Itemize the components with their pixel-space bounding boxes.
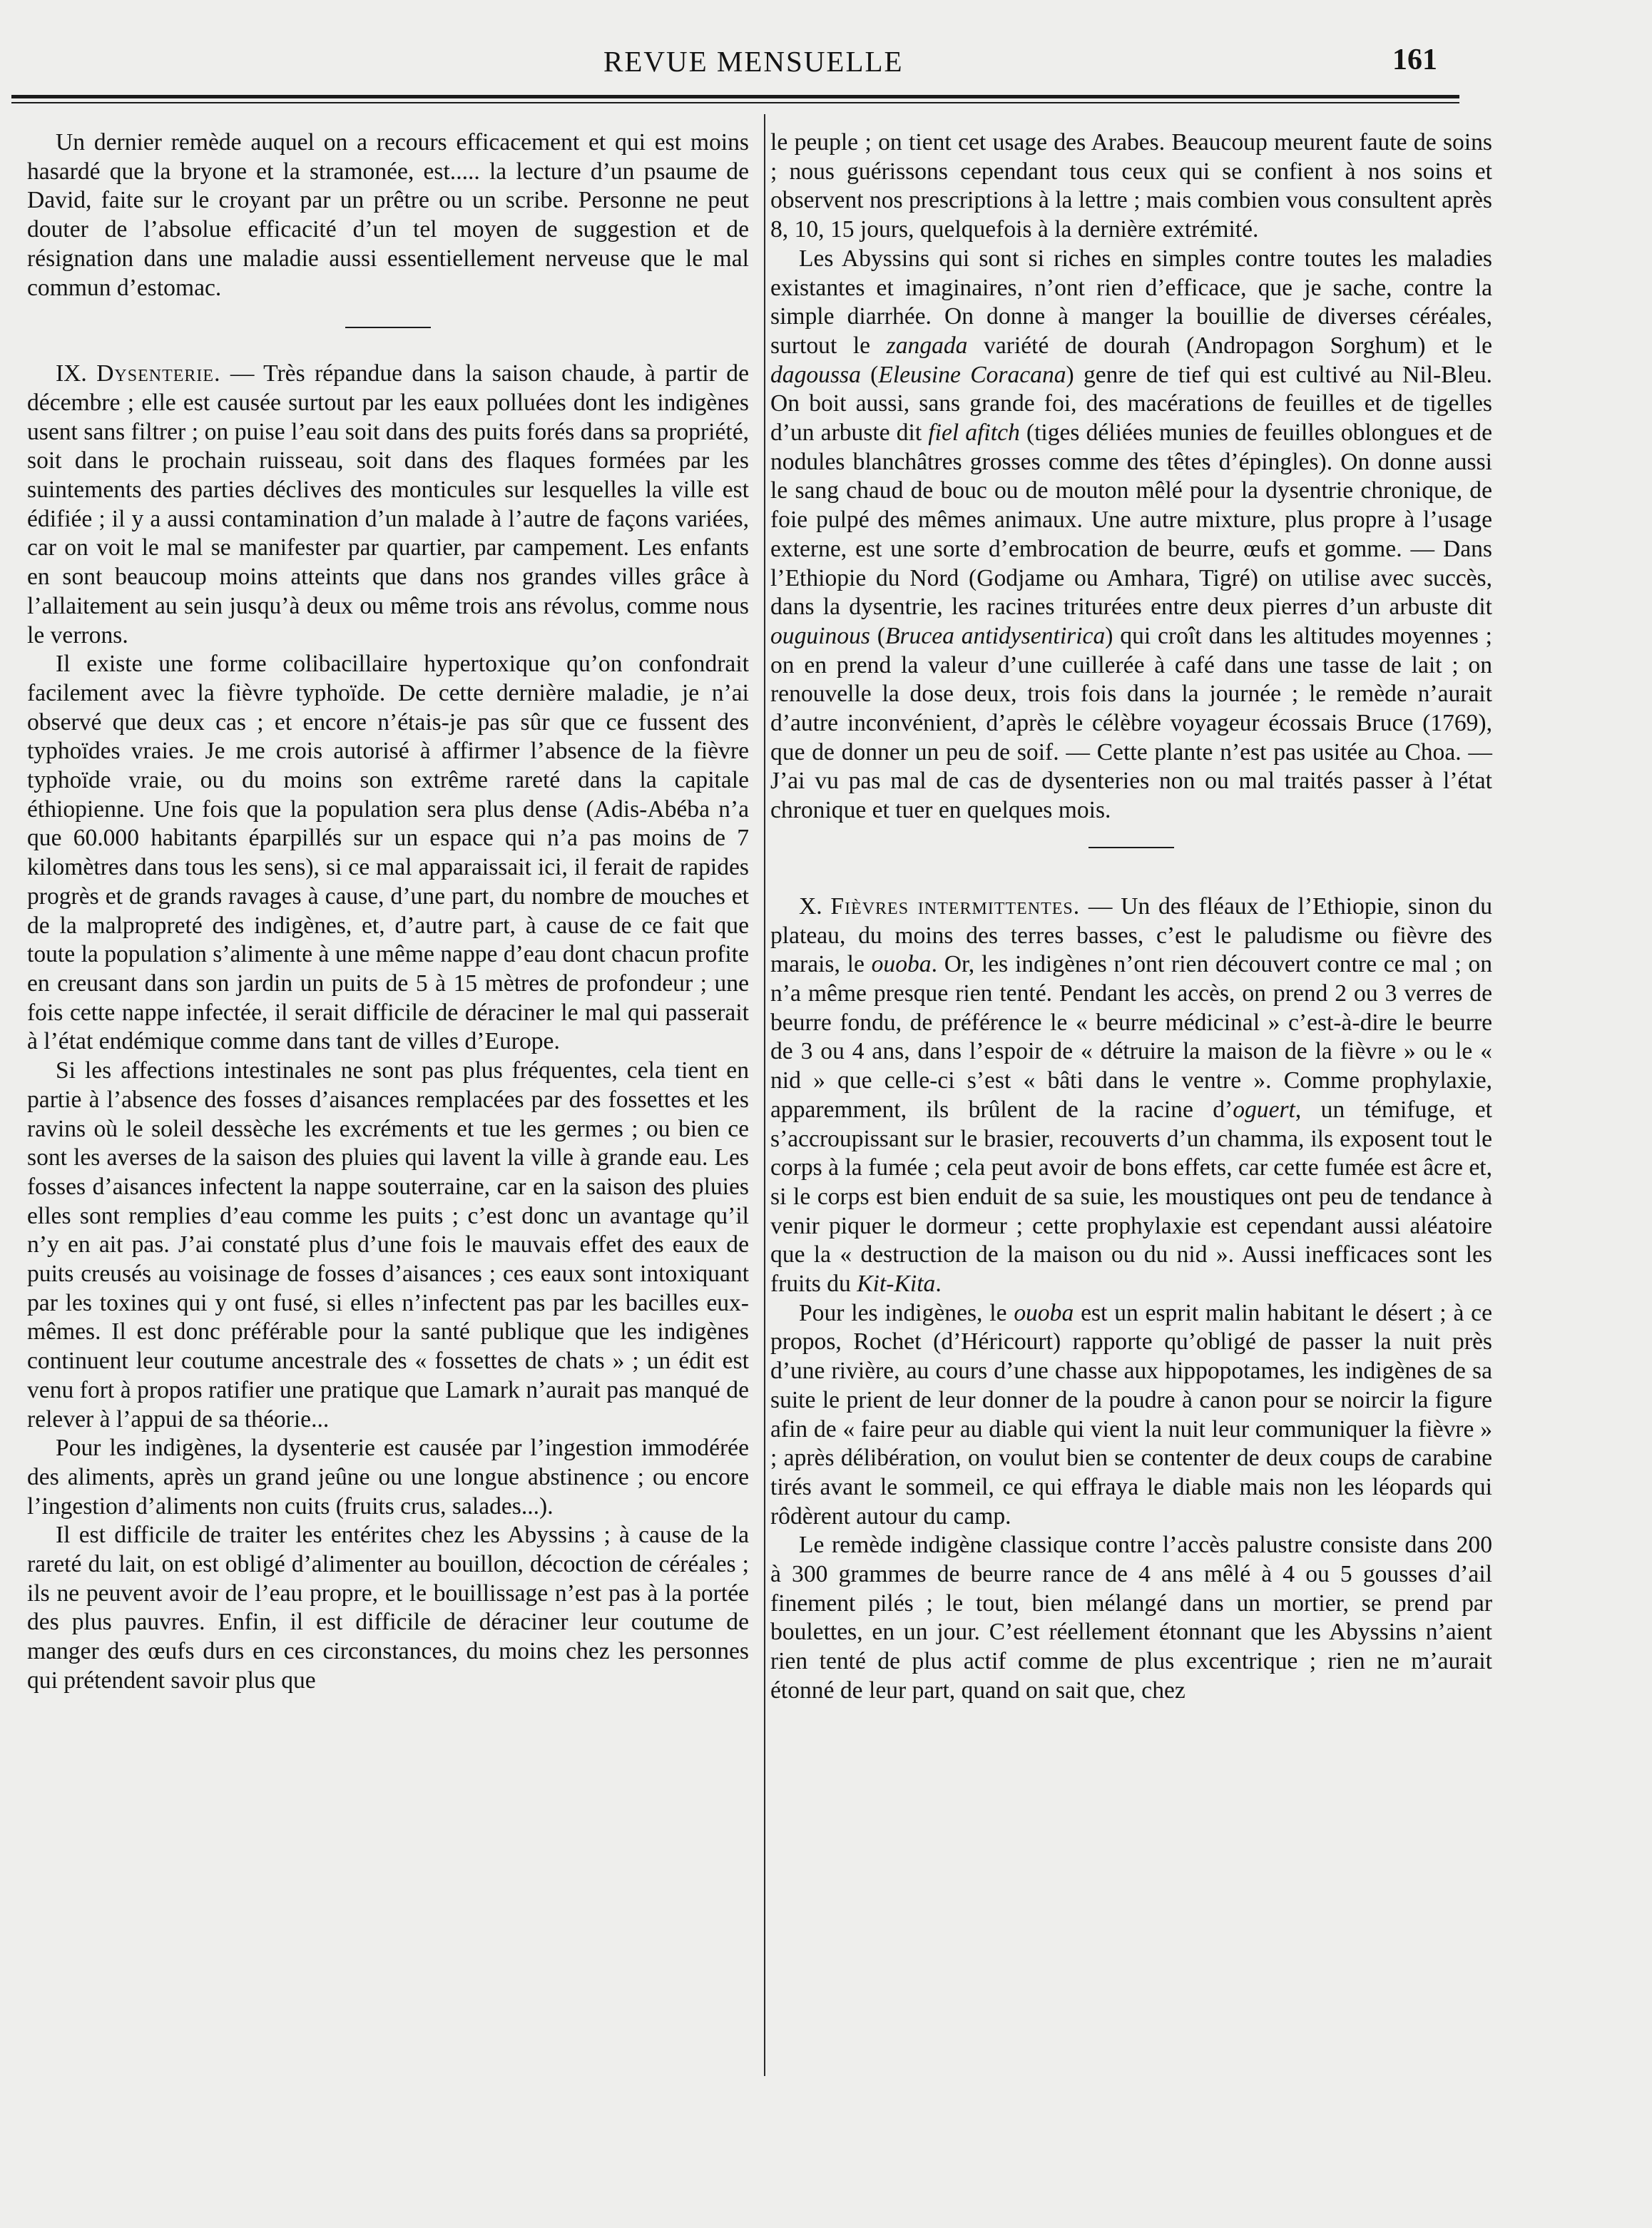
text-run: (tiges déliées munies de feuilles oblongues et de nodules blanchâtres grosses comme des têtes d’épingles). On donne aussi le sang chaud de bouc ou de mouton mêlé pour la dysentrie chronique, de foie pulpé des mêmes animaux. Une autre mixture, plus propre à l’usage externe, est une sorte d’embrocation de beurre, œufs et gomme. — Dans l’Ethiopie du Nord (Godjame ou Amhara, Tigré) on utilise avec succès, dans la dysentrie, les racines triturées entre deux pierres d’un arbuste dit	[770, 419, 1492, 621]
text-run: Les Abyssins qui sont si riches en simples contre toutes les maladies existantes et imaginaires, n’ont rien d’efficace, que je sache, contre la simple diarrhée. On donne à manger la bouillie de diverses céréales, surtout le	[770, 245, 1492, 359]
section-ix-paragraph	[27, 360, 749, 650]
text-run: , un témifuge, et s’accroupissant sur le brasier, recouverts d’un chamma, ils exposent tout le corps à la fumée ; cela peut avoir de bons effets, car cette fumée est âcre et, si le corps est bien enduit de sa suie, les moustiques ont peu de tendance à venir piquer le dormeur ; cette prophylaxie est cependant aussi aléatoire que la « destruction de la maison ou du nid ». Aussi inefficaces sont les fruits du	[770, 1096, 1492, 1298]
term-ouguinous: ouguinous	[770, 622, 870, 649]
term-dagoussa: dagoussa	[770, 361, 861, 388]
paragraph-remedy-psalm: Un dernier remède auquel on a recours efficacement et qui est moins hasardé que la bryone et la stramonée, est..... la lecture d’un psaume de David, faite sur le croyant par un prêtre ou un scribe. Personne ne peut douter de l’absolue efficacité d’un tel moyen de suggestion et de résignation dans une maladie aussi essentiellement nerveuse que le mal commun d’estomac.	[27, 129, 749, 301]
running-title: REVUE MENSUELLE	[603, 45, 904, 78]
term-kit-kita: Kit-Kita	[857, 1271, 936, 1298]
term-zangada: zangada	[886, 332, 968, 359]
term-brucea: Brucea antidysentirica	[884, 622, 1106, 649]
paragraph-indigenous-cause: Pour les indigènes, la dysenterie est causée par l’ingestion immodérée des aliments, après un grand jeûne ou une longue abstinence ; ou encore l’ingestion d’aliments non cuits (fruits crus, salades...).	[27, 1435, 749, 1520]
separator-space	[27, 302, 749, 327]
section-x-number: X.	[799, 892, 822, 920]
separator-space	[27, 328, 749, 360]
column-divider	[764, 114, 765, 2076]
left-column	[27, 128, 749, 1696]
section-ix-number: IX.	[56, 360, 87, 387]
section-x-paragraph	[770, 892, 1492, 1299]
text-run: . Or, les indigènes n’ont rien découvert contre ce mal ; on n’a même presque rien tenté. Pendant les accès, on prend 2 ou 3 verres de beurre fondu, de préférence le « beurre médicinal » c’est-à-dire le beurre de 3 ou 4 ans, dans l’espoir de « détruire la maison de la fièvre » ou le « nid » que celle-ci s’est « bâti dans le ventre ». Comme prophylaxie, apparemment, ils brûlent de la racine d’	[770, 951, 1493, 1123]
text-run: (	[870, 622, 885, 649]
section-ix-heading: Dysenterie.	[96, 360, 221, 387]
header-rule-thick	[11, 95, 1459, 98]
paragraph-abyssinian-simples	[770, 245, 1492, 825]
paragraph-colibacillary: Il existe une forme colibacillaire hypertoxique qu’on confondrait facilement avec la fièvre typhoïde. De cette dernière maladie, je n’ai observé que deux cas ; et encore n’étais-je pas sûr que ce fussent des typhoïdes vraies. Je me crois autorisé à affirmer l’absence de la fièvre typhoïde vraie, ou du moins son extrême rareté dans la capitale éthiopienne. Une fois que la population sera plus dense (Adis-Abéba n’a que 60.000 habitants éparpillés sur un espace qui n’a pas moins de 7 kilomètres dans tous les sens), si ce mal apparaissait ici, il ferait de rapides progrès et de grands ravages à cause, d’une part, du nombre de mouches et de la malpropreté des indigènes, et, d’autre part, à cause de ce fait que toute la population s’alimente à une même nappe d’eau dont chacun profite en creusant dans son jardin un puits de 5 à 15 mètres de profondeur ; une fois cette nappe infectée, il serait difficile de déraciner le mal qui passerait à l’état endémique comme dans tant de villes d’Europe.	[27, 651, 749, 1055]
term-ouoba: ouoba	[1014, 1299, 1074, 1326]
text-run: .	[935, 1271, 942, 1298]
paragraph-intestinal-affections: Si les affections intestinales ne sont pas plus fréquentes, cela tient en partie à l’absence des fosses d’aisances remplacées par des fossettes et les ravins où le soleil dessèche les excréments et tue les germes ; ou bien ce sont les averses de la saison des pluies qui lavent la ville à grande eau. Les fosses d’aisances infectent la nappe souterraine, car en la saison des pluies elles sont remplies d’eau comme les puits ; c’est donc un avantage qu’il n’y en ait pas. J’ai constaté plus d’une fois le mauvais effet des eaux de puits creusés au voisinage de fosses d’aisances ; ces eaux sont intoxiquant par les toxines qui y ont fusé, si elles n’infectent pas par les bacilles eux-mêmes. Il est donc préférable pour la santé publique que les indigènes continuent leur coutume ancestrale des « fossettes de chats » ; un édit est venu fort à propos ratifier une pratique que Lamark n’aurait pas manqué de relever à l’appui de sa théorie...	[27, 1057, 749, 1433]
text-run: ) qui croît dans les altitudes moyennes ; on en prend la valeur d’une cuillerée à café dans une tasse de lait ; on renouvelle la dose deux, trois fois dans la journée ; le remède n’aurait d’autre inconvénient, d’après le célèbre voyageur écossais Bruce (1769), que de donner un peu de soif. — Cette plante n’est pas usitée au Choa. — J’ai vu pas mal de cas de dysenteries non ou mal traités passer à l’état chronique et tuer en quelques mois.	[770, 622, 1492, 824]
term-oguert: oguert	[1233, 1096, 1295, 1123]
section-x-heading: Fièvres intermittentes.	[830, 892, 1081, 920]
text-run: — Un des fléaux de l’Ethiopie, sinon du plateau, du moins des terres basses, c’est le paludisme ou fièvre des marais, le	[770, 892, 1492, 978]
paragraph-classic-remedy: Le remède indigène classique contre l’accès palustre consiste dans 200 à 300 grammes de beurre rance de 4 ans mêlé à 4 ou 5 gousses d’ail finement pilés ; le tout, bien mélangé dans un mortier, se prend par boulettes, en un jour. C’est réellement étonnant que les Abyssins n’aient rien tenté de plus actif comme de plus excentrique ; rien ne m’aurait étonné de leur part, quand on sait que, chez	[770, 1532, 1492, 1704]
paragraph-ouoba-spirit	[770, 1299, 1492, 1532]
text-run: est un esprit malin habitant le désert ; à ce propos, Rochet (d’Héricourt) rapporte qu’obligé de passer la nuit près d’une rivière, au cours d’une chasse aux hippopotames, les indigènes de sa suite le prient de leur donner de la poudre à canon pour se noircir la figure afin de « faire peur au diable qui vient la nuit leur communiquer la fièvre » ; après délibération, on voulut bien se contenter de deux coups de carabine tirés avant le sommeil, ce qui effraya le diable mais non les léopards qui rôdèrent autour du camp.	[770, 1299, 1492, 1530]
term-ouoba: ouoba	[871, 951, 932, 978]
right-column	[770, 128, 1492, 1706]
term-fiel-afitch: fiel afitch	[928, 419, 1020, 447]
paragraph-continuation: le peuple ; on tient cet usage des Arabes. Beaucoup meurent faute de soins ; nous guérissons cependant tous ceux qui se confient à nos soins et observent nos prescriptions à la lettre ; mais combien vous consultent après 8, 10, 15 jours, quelquefois à la dernière extrémité.	[770, 129, 1492, 243]
paragraph-treatment-difficulty: Il est difficile de traiter les entérites chez les Abyssins ; à cause de la rareté du lait, on est obligé d’alimenter au bouillon, décoction de céréales ; ils ne peuvent avoir de l’eau propre, et le bouillissage n’est pas à la portée des plus pauvres. Enfin, il est difficile de déraciner leur coutume de manger des œufs durs en ces circonstances, du moins chez les personnes qui prétendent savoir plus que	[27, 1522, 749, 1694]
separator-space	[770, 825, 1492, 847]
page-number: 161	[1392, 44, 1437, 76]
term-eleusine: Eleusine Coracana	[878, 361, 1066, 388]
text-run: ) genre de tief qui est cultivé au Nil-Bleu. On boit aussi, sans grande foi, des macérations de feuilles et de tigelles d’un arbuste dit	[770, 361, 1492, 447]
section-ix-text: — Très répandue dans la saison chaude, à partir de décembre ; elle est causée surtout par les eaux polluées dont les indigènes usent sans filtrer ; on puise l’eau soit dans des puits forés dans sa propriété, soit dans le prochain ruisseau, soit dans des flaques formées par les suintements des parties déclives des monticules sur lesquelles la ville est édifiée ; il y a aussi contamination d’un malade à l’autre de façons variées, car on voit le mal se manifester par quartier, par campement. Les enfants en sont beaucoup moins atteints que dans nos grandes villes grâce à l’allaitement au sein jusqu’à deux ou même trois ans révolus, comme nous le verrons.	[27, 360, 749, 648]
page-header	[0, 44, 1469, 87]
text-run: variété de dourah (Andropagon Sorghum) et le	[967, 332, 1493, 359]
header-rule-thin	[11, 102, 1459, 103]
text-run: (	[860, 361, 879, 388]
separator-space	[770, 848, 1492, 892]
text-run: Pour les indigènes, le	[799, 1299, 1014, 1326]
